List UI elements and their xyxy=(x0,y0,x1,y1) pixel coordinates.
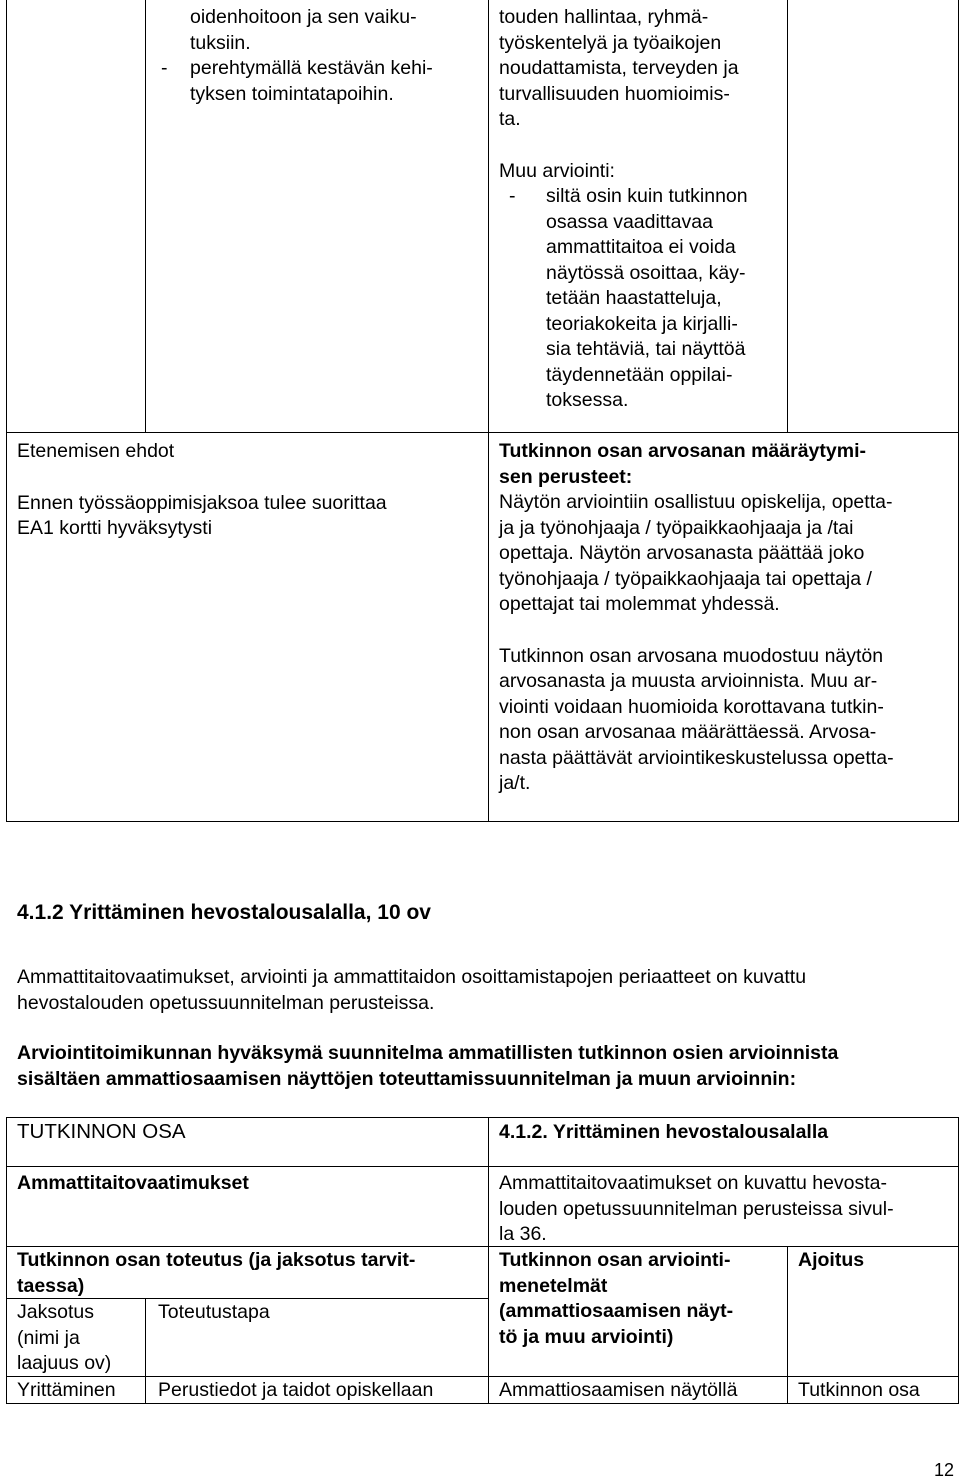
etenemisen-ehdot-cell xyxy=(17,439,387,542)
bottom-table-toteutustapa-border xyxy=(145,1298,146,1404)
table-cell-toteutustapa: Perustiedot ja taidot opiskellaan xyxy=(158,1379,434,1401)
ajoitus-label: Ajoitus xyxy=(798,1249,865,1271)
cell-text-line: louden opetussuunnitelman perusteissa sivul- xyxy=(499,1197,894,1220)
cell-text-line: (ammattiosaamisen näyt- xyxy=(499,1300,734,1322)
perusteet-text-line: työnohjaaja / työpaikkaohjaaja tai opettaja / xyxy=(499,567,872,590)
continued-text-line: touden hallintaa, ryhmä- xyxy=(499,6,709,28)
cell-text-line: Jaksotus xyxy=(17,1301,94,1323)
dash-item-line: täydennetään oppilai- xyxy=(546,363,733,386)
tutkinnon-osa-label: TUTKINNON OSA xyxy=(17,1120,186,1143)
perusteet-text-line: opettajat tai molemmat yhdessä. xyxy=(499,593,780,615)
dash-item-line: osassa vaadittavaa xyxy=(546,210,713,233)
section-plan-paragraph xyxy=(17,1041,838,1092)
bottom-table-row1-divider xyxy=(6,1166,959,1167)
perusteet-text-line: ja/t. xyxy=(499,772,531,794)
dash-marker: - xyxy=(509,185,516,207)
cell-text-line: taessa) xyxy=(17,1274,85,1297)
bottom-table-top xyxy=(6,1117,959,1118)
dash-item-line: siltä osin kuin tutkinnon xyxy=(546,185,748,207)
top-table-border-c xyxy=(787,0,788,432)
cell-text-line: Ammattitaitovaatimukset on kuvattu hevosta- xyxy=(499,1172,888,1194)
jaksotus-label xyxy=(17,1300,111,1377)
bottom-table-border-left xyxy=(6,1117,7,1404)
perusteet-text-line: ja ja työnohjaaja / työpaikkaohjaaja ja /tai xyxy=(499,516,854,539)
cell-text-line: (nimi ja xyxy=(17,1326,80,1349)
continued-text-line: ta. xyxy=(499,108,521,130)
continued-text-line: turvallisuuden huomioimis- xyxy=(499,82,730,105)
etenemisen-ehdot-title: Etenemisen ehdot xyxy=(17,440,175,462)
ammattitaitovaatimukset-label: Ammattitaitovaatimukset xyxy=(17,1172,249,1194)
table-cell-menetelma: Ammattiosaamisen näytöllä xyxy=(499,1379,738,1401)
perusteet-text-line: Tutkinnon osan arvosana muodostuu näytön xyxy=(499,644,884,667)
top-table-border-a xyxy=(145,0,146,432)
perusteet-text-line: nasta päättävät arviointikeskustelussa opetta- xyxy=(499,746,894,769)
continued-text-line: noudattamista, terveyden ja xyxy=(499,57,739,79)
dash-item-line: toksessa. xyxy=(546,389,629,411)
cell-text-line: menetelmät xyxy=(499,1274,608,1297)
perusteet-text-line: non osan arvosanaa määrättäessä. Arvosa- xyxy=(499,721,877,743)
table-cell-jaksotus: Yrittäminen xyxy=(17,1379,116,1401)
ammattitaitovaatimukset-value xyxy=(499,1171,894,1248)
continued-text-line: työskentelyä ja työaikojen xyxy=(499,31,722,54)
perusteet-title-line: Tutkinnon osan arvosanan määräytymi- xyxy=(499,440,866,462)
bottom-table-row3-divider xyxy=(6,1376,959,1377)
toteutus-label xyxy=(17,1248,415,1299)
arvosanan-perusteet-cell xyxy=(499,439,894,797)
bottom-table-border-right xyxy=(958,1117,959,1404)
tutkinnon-osa-value: 4.1.2. Yrittäminen hevostalousalalla xyxy=(499,1121,829,1143)
perusteet-text-line: opettaja. Näytön arvosanasta päättää joko xyxy=(499,542,865,564)
top-table-border-left xyxy=(6,0,7,822)
paragraph-line: Arviointitoimikunnan hyväksymä suunnitelma ammatillisten tutkinnon osien arvioinnista xyxy=(17,1042,839,1064)
page-number: 12 xyxy=(934,1460,955,1480)
dash-item-line: tyksen toimintatapoihin. xyxy=(190,82,394,105)
section-heading: 4.1.2 Yrittäminen hevostalousalalla, 10 ov xyxy=(17,901,431,924)
top-table-row-divider xyxy=(6,432,959,433)
perusteet-text-line: Näytön arviointiin osallistuu opiskelija, opetta- xyxy=(499,491,893,513)
bottom-table-ajoitus-border xyxy=(787,1246,788,1404)
dash-marker: - xyxy=(161,57,168,79)
continued-text-line: tuksiin. xyxy=(190,31,251,54)
paragraph-line: sisältäen ammattiosaamisen näyttöjen toteuttamissuunnitelman ja muun arvioinnin: xyxy=(17,1067,797,1090)
muu-arviointi-title: Muu arviointi: xyxy=(499,159,615,182)
top-table-bottom xyxy=(6,821,959,822)
continued-goals-cell xyxy=(161,5,433,107)
dash-item-line: perehtymällä kestävän kehi- xyxy=(190,57,433,79)
continued-assessment-cell xyxy=(499,5,748,414)
dash-item-line: näytössä osoittaa, käy- xyxy=(546,261,746,284)
dash-item-line: ammattitaitoa ei voida xyxy=(546,236,736,258)
cell-text-line: la 36. xyxy=(499,1223,547,1245)
perusteet-title-line: sen perusteet: xyxy=(499,465,633,488)
dash-item xyxy=(499,184,748,414)
top-table-border-right xyxy=(958,0,959,822)
section-intro-paragraph xyxy=(17,965,806,1016)
perusteet-text-line: viointi voidaan huomioida korottavana tutkin- xyxy=(499,695,884,718)
bottom-table-border-mid xyxy=(488,1117,489,1404)
etenemisen-text-line: EA1 kortti hyväksytysti xyxy=(17,517,213,539)
table-cell-ajoitus: Tutkinnon osa xyxy=(798,1379,920,1401)
cell-text-line: Tutkinnon osan toteutus (ja jaksotus tarvit- xyxy=(17,1249,416,1271)
perusteet-text-line: arvosanasta ja muusta arvioinnista. Muu ar- xyxy=(499,670,878,692)
etenemisen-text-line: Ennen työssäoppimisjaksoa tulee suorittaa xyxy=(17,491,387,514)
cell-text-line: tö ja muu arviointi) xyxy=(499,1325,674,1348)
dash-item-line: tetään haastatteluja, xyxy=(546,287,722,309)
dash-item xyxy=(161,56,433,107)
continued-text-line: oidenhoitoon ja sen vaiku- xyxy=(190,6,417,28)
toteutustapa-label: Toteutustapa xyxy=(158,1301,270,1323)
paragraph-line: Ammattitaitovaatimukset, arviointi ja ammattitaidon osoittamistapojen periaatteet on kuvattu xyxy=(17,966,807,988)
top-table-border-b xyxy=(488,0,489,822)
arviointimenetelmat-label xyxy=(499,1248,733,1350)
cell-text-line: Tutkinnon osan arviointi- xyxy=(499,1249,731,1271)
dash-item-line: sia tehtäviä, tai näyttöä xyxy=(546,338,746,360)
dash-item-line: teoriakokeita ja kirjalli- xyxy=(546,312,738,335)
cell-text-line: laajuus ov) xyxy=(17,1352,112,1374)
paragraph-line: hevostalouden opetussuunnitelman perusteissa. xyxy=(17,991,435,1014)
